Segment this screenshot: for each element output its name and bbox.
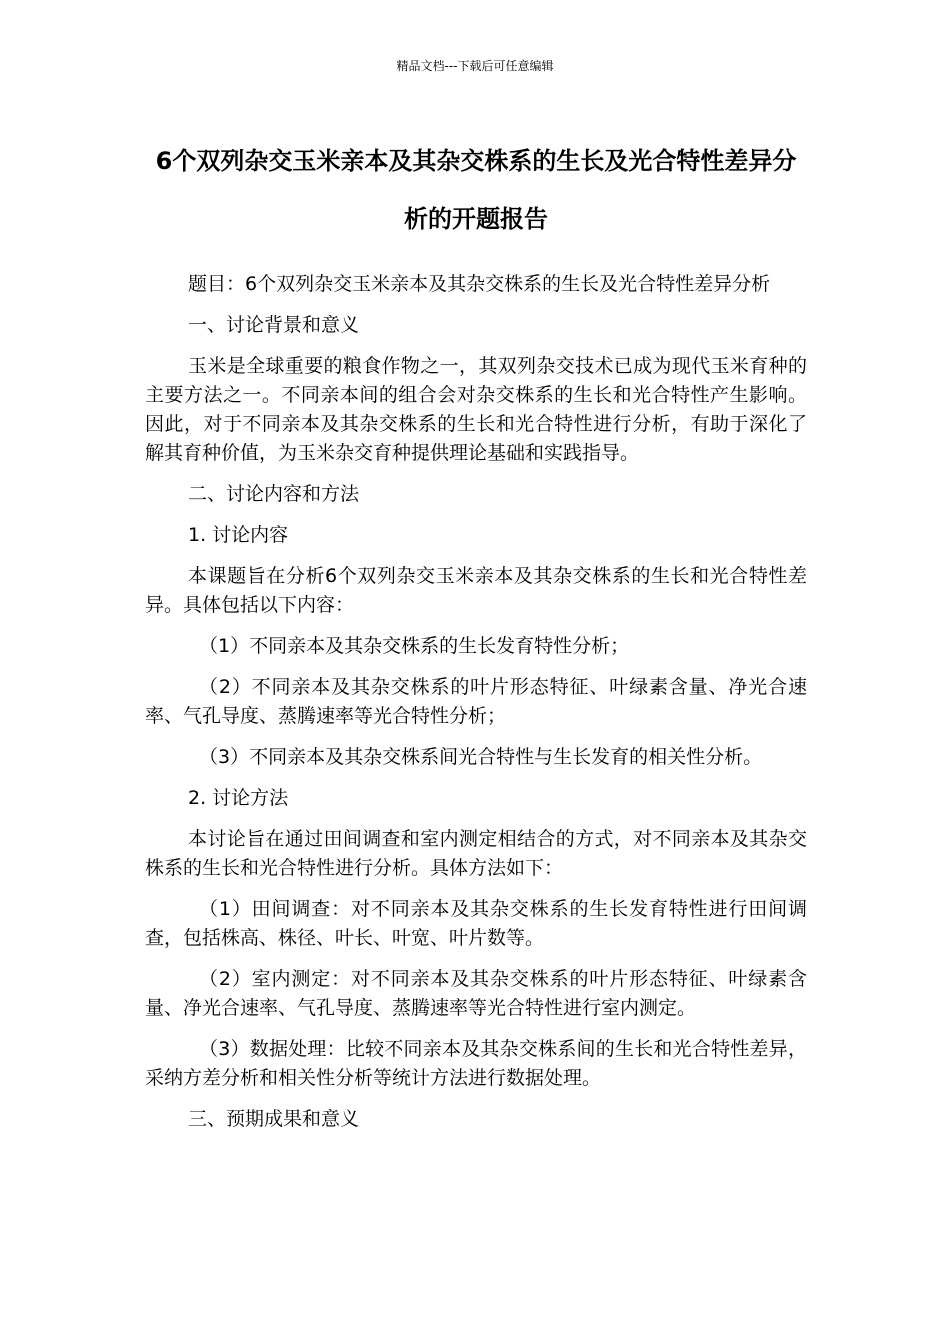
content-item-2: （2）不同亲本及其杂交株系的叶片形态特征、叶绿素含量、净光合速率、气孔导度、蒸腾速率等光合特性分析； [145, 676, 807, 727]
method-item-2: （2）室内测定：对不同亲本及其杂交株系的叶片形态特征、叶绿素含量、净光合速率、气孔导度、蒸腾速率等光合特性进行室内测定。 [145, 968, 807, 1019]
document-title: 6个双列杂交玉米亲本及其杂交株系的生长及光合特性差异分析的开题报告 [155, 147, 797, 233]
method-item-1: （1）田间调查：对不同亲本及其杂交株系的生长发育特性进行田间调查，包括株高、株径、叶长、叶宽、叶片数等。 [145, 898, 807, 949]
content-item-3: （3）不同亲本及其杂交株系间光合特性与生长发育的相关性分析。 [199, 746, 763, 768]
section-heading-background: 一、讨论背景和意义 [188, 314, 360, 336]
section-heading-results: 三、预期成果和意义 [188, 1108, 360, 1130]
methods-paragraph: 本讨论旨在通过田间调查和室内测定相结合的方式，对不同亲本及其杂交株系的生长和光合特性进行分析。具体方法如下： [145, 828, 807, 879]
topic-paragraph: 题目：6个双列杂交玉米亲本及其杂交株系的生长及光合特性差异分析 [188, 273, 771, 295]
subheading-content: 1. 讨论内容 [188, 524, 289, 546]
method-item-3: （3）数据处理：比较不同亲本及其杂交株系间的生长和光合特性差异，采纳方差分析和相关性分析等统计方法进行数据处理。 [145, 1038, 807, 1089]
content-paragraph: 本课题旨在分析6个双列杂交玉米亲本及其杂交株系的生长和光合特性差异。具体包括以下内容： [145, 565, 807, 616]
section-heading-content-methods: 二、讨论内容和方法 [188, 483, 360, 505]
content-item-1: （1）不同亲本及其杂交株系的生长发育特性分析； [199, 635, 630, 657]
document-body [145, 270, 807, 1146]
background-paragraph: 玉米是全球重要的粮食作物之一，其双列杂交技术已成为现代玉米育种的主要方法之一。不同亲本间的组合会对杂交株系的生长和光合特性产生影响。因此，对于不同亲本及其杂交株系的生长和光合特性进行分析，有助于深化了解其育种价值，为玉米杂交育种提供理论基础和实践指导。 [145, 355, 807, 464]
page-header: 精品文档---下载后可任意编辑 [396, 59, 554, 73]
subheading-methods: 2. 讨论方法 [188, 787, 289, 809]
